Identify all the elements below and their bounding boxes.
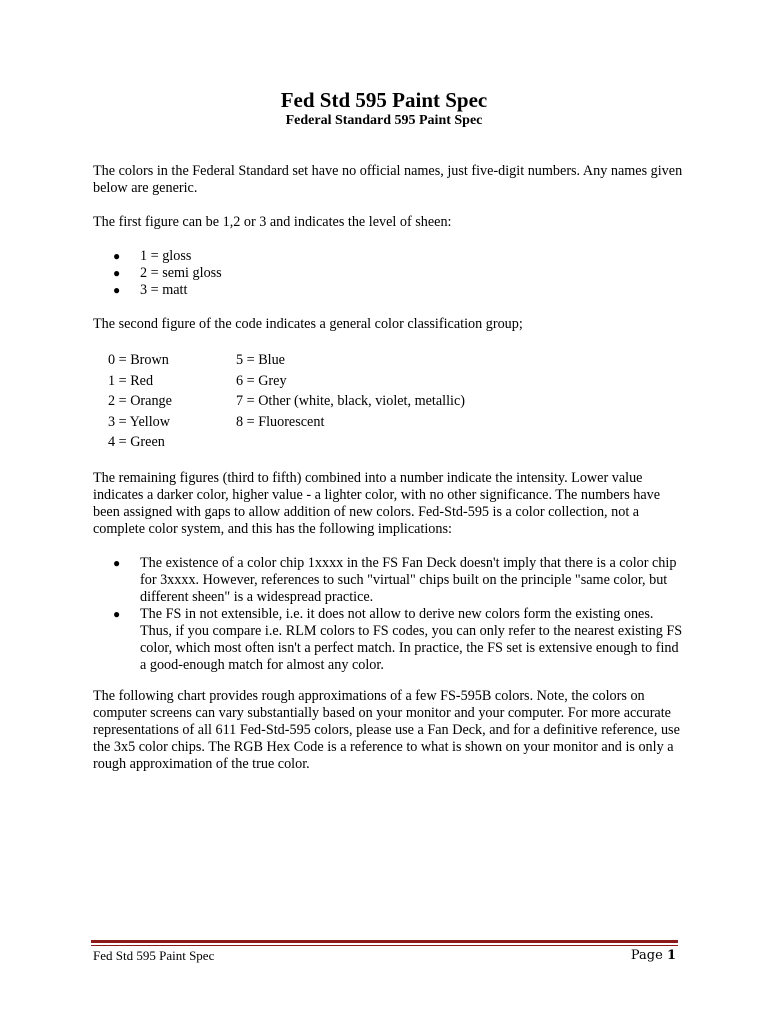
document-subtitle: Federal Standard 595 Paint Spec bbox=[285, 113, 483, 128]
color-group-column-left bbox=[108, 350, 172, 453]
color-group-item: 6 = Grey bbox=[236, 372, 287, 389]
sheen-list-item: ● 1 = gloss bbox=[113, 248, 192, 264]
color-group-item: 7 = Other (white, black, violet, metallic) bbox=[236, 393, 466, 409]
bullet-icon: ● bbox=[113, 266, 121, 280]
implications-list-item: ● The existence of a color chip 1xxxx in the FS Fan Deck doesn't imply that there is a color chip for 3xxxx. However, references to such "virtual" chips built on the principle "same color, but different sheen" is a widespread practice. bbox=[113, 555, 677, 605]
bullet-icon: ● bbox=[113, 283, 121, 297]
group-intro-text: The second figure of the code indicates a general color classification group; bbox=[93, 316, 523, 332]
intro-text: The colors in the Federal Standard set have no official names, just five-digit numbers. Any names given below are generic. bbox=[93, 163, 683, 196]
footer-title: Fed Std 595 Paint Spec bbox=[93, 948, 215, 963]
page-label: Page bbox=[630, 948, 663, 963]
color-group-item: 1 = Red bbox=[108, 372, 154, 389]
page-number-value: 1 bbox=[666, 948, 676, 963]
color-group-item: 4 = Green bbox=[108, 434, 165, 450]
sheen-list-item: ● 3 = matt bbox=[113, 282, 188, 298]
sheen-list bbox=[93, 248, 683, 299]
color-group-item: 0 = Brown bbox=[108, 352, 169, 368]
intensity-text: The remaining figures (third to fifth) combined into a number indicate the intensity. Lower value indicates a darker color, higher value - a lighter color, with no other significance. The numbers have been assigned with gaps to allow addition of new colors. Fed-Std-595 is a color collection, not a complete color system, and this has the following implications: bbox=[93, 470, 661, 537]
implications-list-item: ● The FS in not extensible, i.e. it does not allow to derive new colors form the existing ones. Thus, if you compare i.e. RLM colors to FS codes, you can only refer to the nearest existing FS color, which most often isn't a perfect match. In practice, the FS set is extensive enough to find a good-enough match for almost any color. bbox=[113, 606, 683, 673]
color-group-item: 2 = Orange bbox=[108, 393, 172, 409]
bullet-icon: ● bbox=[113, 607, 121, 621]
page-number bbox=[631, 948, 676, 964]
color-group-item: 5 = Blue bbox=[236, 352, 285, 368]
group-intro-paragraph bbox=[93, 316, 683, 333]
sheen-list-item: ● 2 = semi gloss bbox=[113, 265, 222, 281]
chart-note-text: The following chart provides rough approximations of a few FS-595B colors. Note, the colors on computer screens can vary substantially based on your monitor and your computer. For more accurate representations of all 611 Fed-Std-595 colors, please use a Fan Deck, and for a definitive reference, use the 3x5 color chips. The RGB Hex Code is a reference to what is shown on your monitor and is only a rough approximation of the true color. bbox=[93, 688, 680, 772]
intro-paragraph bbox=[93, 163, 683, 197]
document-title: Fed Std 595 Paint Spec bbox=[280, 88, 488, 112]
color-group-column-right bbox=[236, 350, 465, 432]
implications-list bbox=[93, 555, 683, 674]
intensity-paragraph bbox=[93, 470, 683, 538]
color-group-item: 3 = Yellow bbox=[108, 413, 171, 430]
bullet-icon: ● bbox=[113, 249, 121, 263]
color-group-item: 8 = Fluorescent bbox=[236, 413, 325, 430]
chart-note-paragraph bbox=[93, 688, 683, 773]
sheen-intro-paragraph bbox=[93, 214, 683, 231]
footer-rule bbox=[91, 940, 678, 943]
bullet-icon: ● bbox=[113, 556, 121, 570]
footer-rule-thin bbox=[91, 945, 678, 946]
sheen-intro-text: The first figure can be 1,2 or 3 and indicates the level of sheen: bbox=[93, 214, 452, 230]
